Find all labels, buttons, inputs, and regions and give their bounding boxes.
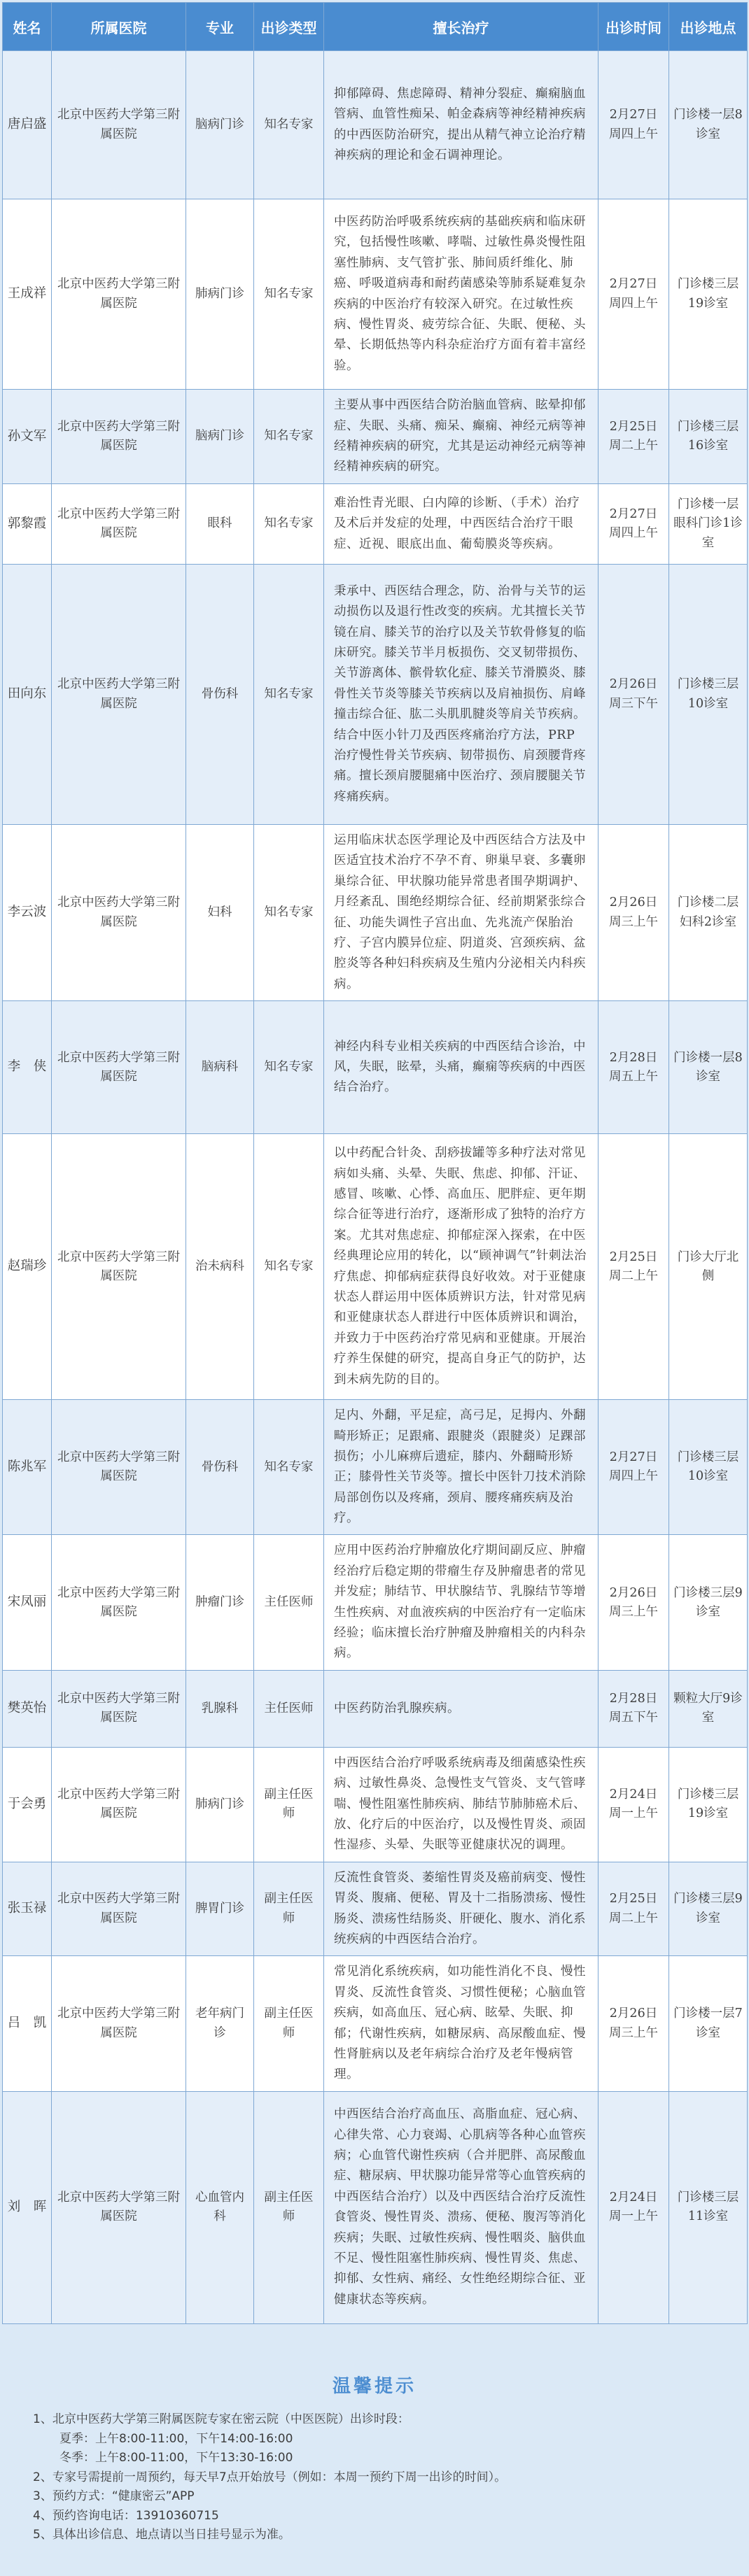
doctor-type: 知名专家	[254, 1400, 324, 1535]
doctor-type: 知名专家	[254, 390, 324, 484]
table-row	[3, 199, 748, 390]
header-type: 出诊类型	[254, 3, 324, 51]
table-row	[3, 1134, 748, 1400]
doctor-location: 门诊楼三层11诊室	[669, 2091, 748, 2323]
schedule-table	[2, 2, 748, 2324]
doctor-weekday: 周五上午	[609, 1069, 658, 1084]
tip-line: 1、北京中医药大学第三附属医院专家在密云院（中医医院）出诊时段：	[33, 2412, 410, 2426]
tip-line: 2、专家号需提前一周预约，每天早7点开始放号（例如：本周一预约下周一出诊的时间）。	[33, 2470, 507, 2484]
doctor-weekday: 周一上午	[609, 1806, 658, 1821]
page	[0, 2, 749, 2576]
doctor-expertise: 中西医结合治疗高血压、高脂血症、冠心病、心律失常、心力衰竭、心肌病等各种心血管疾病；心血管代谢性疾病（合并肥胖、高尿酸血症、糖尿病、甲状腺功能异常等心血管疾病的中西医结合治疗）以及中西医结合治疗反流性食管炎、慢性胃炎、溃疡、便秘、腹泻等消化疾病；失眠、过敏性疾病、慢性咽炎、脑供血不足、慢性阻塞性肺疾病、慢性胃炎、焦虑、抑郁、女性病、痛经、女性绝经期综合征、亚健康状态等疾病。	[324, 2091, 598, 2323]
doctor-date: 2月27日	[609, 277, 658, 292]
doctor-date: 2月24日	[609, 1788, 658, 1802]
doctor-weekday: 周三上午	[609, 914, 658, 929]
table-row	[3, 2091, 748, 2323]
doctor-location: 门诊楼三层9诊室	[669, 1862, 748, 1956]
header-location: 出诊地点	[669, 3, 748, 51]
doctor-location: 门诊楼一层眼科门诊1诊室	[669, 484, 748, 565]
doctor-date: 2月27日	[609, 1450, 658, 1465]
doctor-date: 2月27日	[609, 108, 658, 122]
doctor-weekday: 周一上午	[609, 2209, 658, 2224]
doctor-specialty: 肺病门诊	[186, 199, 254, 390]
tips-title: 温馨提示	[332, 2376, 416, 2397]
table-body	[3, 51, 748, 2324]
doctor-hospital: 北京中医药大学第三附属医院	[52, 565, 186, 825]
doctor-expertise: 主要从事中西医结合防治脑血管病、眩晕抑郁症、失眠、头痛、痴呆、癫痫、神经元病等神经精神疾病的研究，尤其是运动神经元病等神经精神疾病的研究。	[324, 390, 598, 484]
doctor-type: 副主任医师	[254, 1862, 324, 1956]
doctor-hospital: 北京中医药大学第三附属医院	[52, 825, 186, 1001]
header-specialty: 专业	[186, 3, 254, 51]
doctor-name: 李云波	[3, 825, 52, 1001]
doctor-weekday: 周三下午	[609, 696, 658, 711]
doctor-hospital: 北京中医药大学第三附属医院	[52, 1670, 186, 1747]
doctor-date: 2月25日	[609, 1892, 658, 1906]
doctor-time	[598, 1001, 669, 1134]
doctor-hospital: 北京中医药大学第三附属医院	[52, 2091, 186, 2323]
table-row	[3, 1862, 748, 1956]
doctor-location: 门诊楼一层7诊室	[669, 1956, 748, 2091]
doctor-location: 门诊楼三层16诊室	[669, 390, 748, 484]
doctor-specialty: 治未病科	[186, 1134, 254, 1400]
doctor-expertise: 抑郁障碍、焦虑障碍、精神分裂症、癫痫脑血管病、血管性痴呆、帕金森病等神经精神疾病的中西医防治研究，提出从精气神立论治疗精神疾病的理论和金石调神理论。	[324, 51, 598, 199]
doctor-hospital: 北京中医药大学第三附属医院	[52, 1001, 186, 1134]
tip-line: 3、预约方式：“健康密云”APP	[33, 2489, 195, 2504]
doctor-time	[598, 2091, 669, 2323]
doctor-expertise: 运用临床状态医学理论及中西医结合方法及中医适宜技术治疗不孕不育、卵巢早衰、多囊卵巢综合征、甲状腺功能异常患者围孕期调护、月经紊乱、围绝经期综合征、经前期紧张综合征、功能失调性子宫出血、先兆流产保胎治疗、子宫内膜异位症、阴道炎、宫颈疾病、盆腔炎等各种妇科疾病及生殖内分泌相关内科疾病。	[324, 825, 598, 1001]
doctor-type: 主任医师	[254, 1670, 324, 1747]
doctor-time	[598, 51, 669, 199]
doctor-type: 主任医师	[254, 1535, 324, 1670]
doctor-specialty: 骨伤科	[186, 565, 254, 825]
doctor-location: 颗粒大厅9诊室	[669, 1670, 748, 1747]
doctor-name: 樊英怡	[3, 1670, 52, 1747]
doctor-location: 门诊楼二层妇科2诊室	[669, 825, 748, 1001]
table-row	[3, 51, 748, 199]
doctor-expertise: 中医药防治乳腺疾病。	[324, 1670, 598, 1747]
doctor-date: 2月25日	[609, 419, 658, 434]
doctor-expertise: 反流性食管炎、萎缩性胃炎及癌前病变、慢性胃炎、腹痛、便秘、胃及十二指肠溃疡、慢性肠炎、溃疡性结肠炎、肝硬化、腹水、消化系统疾病的中西医结合治疗。	[324, 1862, 598, 1956]
doctor-date: 2月25日	[609, 1250, 658, 1264]
doctor-time	[598, 825, 669, 1001]
doctor-expertise: 难治性青光眼、白内障的诊断、（手术）治疗及术后并发症的处理，中西医结合治疗干眼症、近视、眼底出血、葡萄膜炎等疾病。	[324, 484, 598, 565]
doctor-weekday: 周三上午	[609, 1604, 658, 1619]
doctor-location: 门诊楼三层10诊室	[669, 565, 748, 825]
table-row	[3, 484, 748, 565]
doctor-name: 陈兆军	[3, 1400, 52, 1535]
doctor-name: 宋凤丽	[3, 1535, 52, 1670]
doctor-date: 2月28日	[609, 1050, 658, 1065]
doctor-type: 知名专家	[254, 484, 324, 565]
doctor-type: 知名专家	[254, 825, 324, 1001]
doctor-name: 赵瑞珍	[3, 1134, 52, 1400]
doctor-hospital: 北京中医药大学第三附属医院	[52, 390, 186, 484]
doctor-date: 2月26日	[609, 677, 658, 692]
doctor-name: 田向东	[3, 565, 52, 825]
doctor-time	[598, 199, 669, 390]
doctor-time	[598, 390, 669, 484]
doctor-expertise: 以中药配合针灸、刮痧拔罐等多种疗法对常见病如头痛、头晕、失眠、焦虑、抑郁、汗证、感冒、咳嗽、心悸、高血压、肥胖症、更年期综合征等进行治疗，逐渐形成了独特的治疗方案。尤其对焦虑症、抑郁症深入探索，在中医经典理论应用的转化，以“顾神调气”针刺法治疗焦虑、抑郁病症获得良好收效。对于亚健康状态人群运用中医体质辨识方法，针对常见病和亚健康状态人群进行中医体质辨识和调治，并致力于中医药治疗常见病和亚健康。开展治疗养生保健的研究，提高自身正气的防护，达到未病先防的目的。	[324, 1134, 598, 1400]
doctor-name: 张玉禄	[3, 1862, 52, 1956]
doctor-type: 知名专家	[254, 51, 324, 199]
doctor-specialty: 骨伤科	[186, 1400, 254, 1535]
doctor-location: 门诊楼三层19诊室	[669, 199, 748, 390]
doctor-hospital: 北京中医药大学第三附属医院	[52, 1134, 186, 1400]
doctor-specialty: 肺病门诊	[186, 1747, 254, 1862]
table-row	[3, 1001, 748, 1134]
doctor-name: 刘 晖	[3, 2091, 52, 2323]
table-row	[3, 825, 748, 1001]
doctor-location: 门诊楼一层8诊室	[669, 1001, 748, 1134]
doctor-type: 知名专家	[254, 565, 324, 825]
doctor-location: 门诊楼三层10诊室	[669, 1400, 748, 1535]
doctor-expertise: 秉承中、西医结合理念，防、治骨与关节的运动损伤以及退行性改变的疾病。尤其擅长关节镜在肩、膝关节的治疗以及关节软骨修复的临床研究。膝关节半月板损伤、交叉韧带损伤、关节游离体、髌骨软化症、膝关节滑膜炎、膝骨性关节炎等膝关节疾病以及肩袖损伤、肩峰撞击综合征、肱二头肌肌腱炎等肩关节疾病。结合中医小针刀及西医疼痛治疗方法，PRP治疗慢性骨关节疾病、韧带损伤、肩颈腰背疼痛。擅长颈肩腰腿痛中医治疗、颈肩腰腿关节疼痛疾病。	[324, 565, 598, 825]
tip-line: 5、具体出诊信息、地点请以当日挂号显示为准。	[33, 2528, 290, 2542]
doctor-date: 2月26日	[609, 896, 658, 910]
doctor-name: 郭黎霞	[3, 484, 52, 565]
doctor-time	[598, 565, 669, 825]
doctor-type: 知名专家	[254, 1001, 324, 1134]
doctor-time	[598, 1747, 669, 1862]
doctor-specialty: 脾胃门诊	[186, 1862, 254, 1956]
doctor-type: 知名专家	[254, 1134, 324, 1400]
table-header-row	[3, 3, 748, 51]
doctor-expertise: 应用中医药治疗肿瘤放化疗期间副反应、肿瘤经治疗后稳定期的带瘤生存及肿瘤患者的常见并发症；肺结节、甲状腺结节、乳腺结节等增生性疾病、对血液疾病的中医治疗有一定临床经验；临床擅长治疗肿瘤及肿瘤相关的内科杂病。	[324, 1535, 598, 1670]
doctor-hospital: 北京中医药大学第三附属医院	[52, 1956, 186, 2091]
doctor-weekday: 周四上午	[609, 127, 658, 141]
doctor-date: 2月24日	[609, 2191, 658, 2205]
table-row	[3, 1535, 748, 1670]
doctor-hospital: 北京中医药大学第三附属医院	[52, 1862, 186, 1956]
doctor-type: 副主任医师	[254, 1747, 324, 1862]
doctor-weekday: 周五下午	[609, 1711, 658, 1725]
doctor-name: 吕 凯	[3, 1956, 52, 2091]
doctor-hospital: 北京中医药大学第三附属医院	[52, 199, 186, 390]
table-row	[3, 1956, 748, 2091]
tips-list	[33, 2410, 747, 2545]
doctor-expertise: 中西医结合治疗呼吸系统病毒及细菌感染性疾病、过敏性鼻炎、急慢性支气管炎、支气管哮喘、慢性阻塞性肺疾病、肺结节肺肺癌术后、放、化疗后的中医治疗，以及慢性胃炎、顽固性湿疹、头晕、失眠等亚健康状况的调理。	[324, 1747, 598, 1862]
doctor-weekday: 周二上午	[609, 439, 658, 453]
doctor-specialty: 脑病门诊	[186, 51, 254, 199]
doctor-date: 2月28日	[609, 1692, 658, 1706]
doctor-expertise: 神经内科专业相关疾病的中西医结合诊治，中风，失眠，眩晕，头痛，癫痫等疾病的中西医结合治疗。	[324, 1001, 598, 1134]
doctor-time	[598, 1670, 669, 1747]
doctor-location: 门诊楼三层9诊室	[669, 1535, 748, 1670]
doctor-specialty: 脑病门诊	[186, 390, 254, 484]
doctor-hospital: 北京中医药大学第三附属医院	[52, 484, 186, 565]
doctor-time	[598, 1862, 669, 1956]
doctor-weekday: 周三上午	[609, 2025, 658, 2040]
table-row	[3, 390, 748, 484]
doctor-weekday: 周四上午	[609, 526, 658, 540]
doctor-expertise: 足内、外翻，平足症，高弓足，足拇内、外翻畸形矫正；足跟痛、跟腱炎（跟腱炎）足踝部损伤；小儿麻痹后遗症，膝内、外翻畸形矫正；膝骨性关节炎等。擅长中医针刀技术消除局部创伤以及疼痛，颈肩、腰疼痛疾病及治疗。	[324, 1400, 598, 1535]
table-row	[3, 1400, 748, 1535]
table-row	[3, 1670, 748, 1747]
table-row	[3, 1747, 748, 1862]
doctor-specialty: 妇科	[186, 825, 254, 1001]
doctor-location: 门诊楼一层8诊室	[669, 51, 748, 199]
doctor-date: 2月26日	[609, 2007, 658, 2021]
doctor-time	[598, 1134, 669, 1400]
doctor-name: 王成祥	[3, 199, 52, 390]
header-name: 姓名	[3, 3, 52, 51]
doctor-specialty: 眼科	[186, 484, 254, 565]
doctor-weekday: 周二上午	[609, 1268, 658, 1283]
doctor-date: 2月26日	[609, 1585, 658, 1600]
doctor-location: 门诊楼三层19诊室	[669, 1747, 748, 1862]
table-row	[3, 565, 748, 825]
doctor-name: 孙文军	[3, 390, 52, 484]
doctor-time	[598, 1956, 669, 2091]
tip-line: 夏季：上午8:00-11:00，下午14:00-16:00	[59, 2431, 293, 2446]
doctor-time	[598, 1400, 669, 1535]
doctor-location: 门诊大厅北侧	[669, 1134, 748, 1400]
doctor-type: 知名专家	[254, 199, 324, 390]
doctor-specialty: 脑病科	[186, 1001, 254, 1134]
tip-line: 冬季：上午8:00-11:00，下午13:30-16:00	[59, 2451, 293, 2465]
doctor-date: 2月27日	[609, 507, 658, 521]
doctor-weekday: 周四上午	[609, 1469, 658, 1484]
doctor-hospital: 北京中医药大学第三附属医院	[52, 51, 186, 199]
doctor-type: 副主任医师	[254, 1956, 324, 2091]
doctor-specialty: 心血管内科	[186, 2091, 254, 2323]
doctor-expertise: 中医药防治呼吸系统疾病的基础疾病和临床研究，包括慢性咳嗽、哮喘、过敏性鼻炎慢性阻塞性肺病、支气管扩张、肺间质纤维化、肺癌、呼吸道病毒和耐药菌感染等肺系疑难复杂疾病的中医治疗有较深入研究。在过敏性疾病、慢性胃炎、疲劳综合征、失眠、便秘、头晕、长期低热等内科杂症治疗方面有着丰富经验。	[324, 199, 598, 390]
doctor-name: 李 侠	[3, 1001, 52, 1134]
doctor-hospital: 北京中医药大学第三附属医院	[52, 1400, 186, 1535]
doctor-specialty: 老年病门诊	[186, 1956, 254, 2091]
header-time: 出诊时间	[598, 3, 669, 51]
doctor-weekday: 周四上午	[609, 296, 658, 311]
header-hospital: 所属医院	[52, 3, 186, 51]
doctor-time	[598, 1535, 669, 1670]
doctor-hospital: 北京中医药大学第三附属医院	[52, 1535, 186, 1670]
doctor-name: 于会勇	[3, 1747, 52, 1862]
doctor-weekday: 周二上午	[609, 1911, 658, 1925]
doctor-hospital: 北京中医药大学第三附属医院	[52, 1747, 186, 1862]
tips-panel	[2, 2356, 747, 2573]
doctor-specialty: 肿瘤门诊	[186, 1535, 254, 1670]
tip-line: 4、预约咨询电话：13910360715	[33, 2508, 219, 2523]
doctor-time	[598, 484, 669, 565]
doctor-specialty: 乳腺科	[186, 1670, 254, 1747]
doctor-expertise: 常见消化系统疾病，如功能性消化不良、慢性胃炎、反流性食管炎、习惯性便秘；心脑血管疾病，如高血压、冠心病、眩晕、失眠、抑郁；代谢性疾病，如糖尿病、高尿酸血症、慢性肾脏病以及老年病综合治疗及老年慢病管理。	[324, 1956, 598, 2091]
header-expertise: 擅长治疗	[324, 3, 598, 51]
doctor-name: 唐启盛	[3, 51, 52, 199]
doctor-type: 副主任医师	[254, 2091, 324, 2323]
